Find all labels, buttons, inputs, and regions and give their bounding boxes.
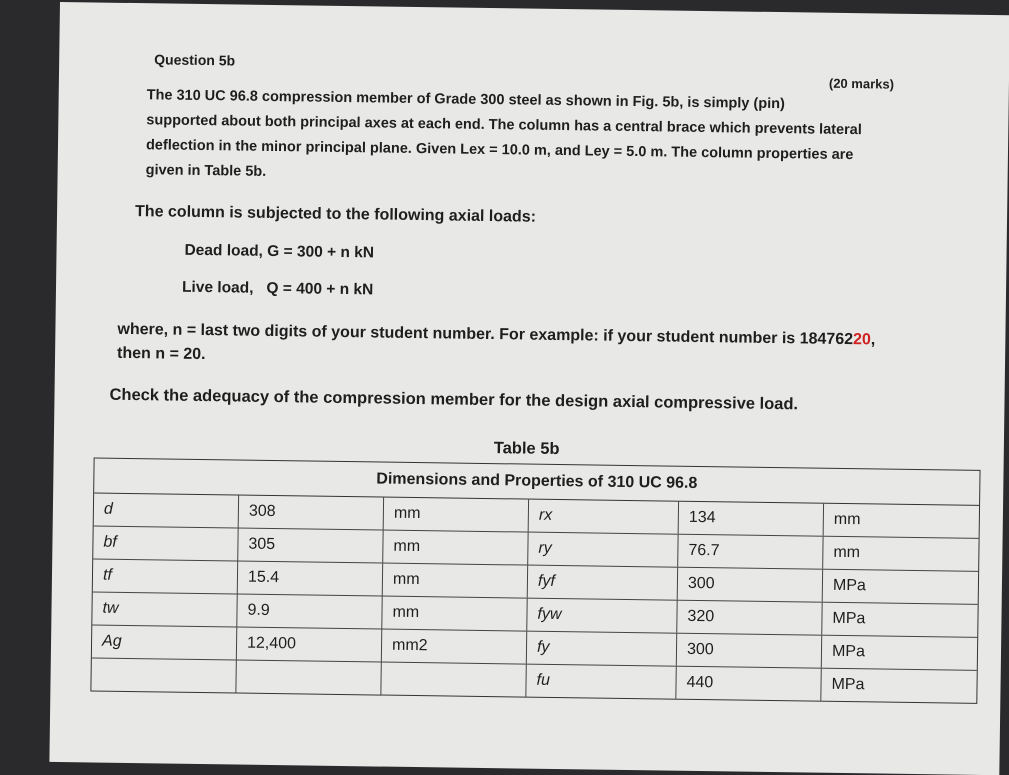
problem-paragraph	[145, 83, 936, 194]
highlighted-digits: 20	[852, 331, 871, 349]
property-symbol: fyf	[528, 566, 678, 600]
paragraph-line: The 310 UC 96.8 compression member of Grade 300 steel as shown in Fig. 5b, is simply (pin)	[146, 87, 785, 113]
property-unit: mm	[833, 543, 861, 562]
property-value: 320	[677, 601, 822, 635]
property-symbol: d	[94, 494, 239, 528]
properties-table	[90, 458, 980, 704]
property-symbol: fyw	[527, 599, 677, 633]
property-value: 15.4	[238, 562, 383, 596]
property-unit: MPa	[831, 675, 865, 694]
paragraph-line: supported about both principal axes at each end. The column has a central brace which prevents lateral	[146, 112, 862, 139]
property-symbol	[91, 659, 236, 693]
table-body	[91, 494, 979, 703]
property-value: 76.7	[678, 535, 823, 569]
table-header: Dimensions and Properties of 310 UC 96.8	[94, 459, 979, 506]
property-symbol: bf	[93, 527, 238, 561]
property-value: 300	[678, 568, 823, 602]
property-unit: mm2	[382, 630, 527, 664]
paragraph-line: given in Table 5b.	[145, 162, 267, 180]
property-value: 12,400	[237, 628, 382, 662]
property-value: 440	[676, 667, 821, 701]
property-unit: mm	[383, 531, 528, 565]
property-unit: mm	[833, 510, 861, 529]
paragraph-line: deflection in the minor principal plane. Given Lex = 10.0 m, and Ley = 5.0 m. The column properties are	[145, 137, 854, 164]
property-symbol: tf	[93, 560, 238, 594]
property-value: 305	[238, 529, 383, 563]
where-note	[117, 318, 978, 378]
marks-label: (20 marks)	[828, 75, 895, 92]
property-unit: mm	[382, 597, 527, 631]
live-load: Live load, Q = 400 + n kN	[181, 278, 374, 299]
property-symbol: Ag	[92, 626, 237, 660]
where-line: then n = 20.	[116, 344, 206, 364]
property-unit: mm	[383, 564, 528, 598]
table-caption: Table 5b	[493, 439, 560, 459]
loads-intro: The column is subjected to the following axial loads:	[134, 203, 537, 226]
property-unit: MPa	[832, 576, 866, 595]
property-value: 134	[679, 502, 824, 536]
property-symbol: fy	[527, 632, 677, 666]
dead-load: Dead load, G = 300 + n kN	[184, 241, 375, 262]
task-instruction: Check the adequacy of the compression member for the design axial compressive load.	[109, 385, 799, 414]
property-symbol: tw	[92, 593, 237, 627]
where-line: where, n = last two digits of your student number. For example: if your student number is 18476220,	[117, 320, 876, 349]
property-symbol: ry	[528, 533, 678, 567]
property-value: 300	[677, 634, 822, 668]
property-symbol: rx	[529, 500, 679, 534]
property-unit	[381, 663, 526, 697]
paper-sheet	[49, 2, 1009, 775]
property-value: 9.9	[237, 595, 382, 629]
property-value: 308	[239, 496, 384, 530]
property-unit: MPa	[832, 609, 866, 628]
property-symbol: fu	[526, 665, 676, 699]
property-unit: MPa	[831, 642, 866, 661]
question-title: Question 5b	[154, 51, 236, 69]
property-value	[236, 661, 381, 695]
property-unit: mm	[384, 498, 529, 532]
